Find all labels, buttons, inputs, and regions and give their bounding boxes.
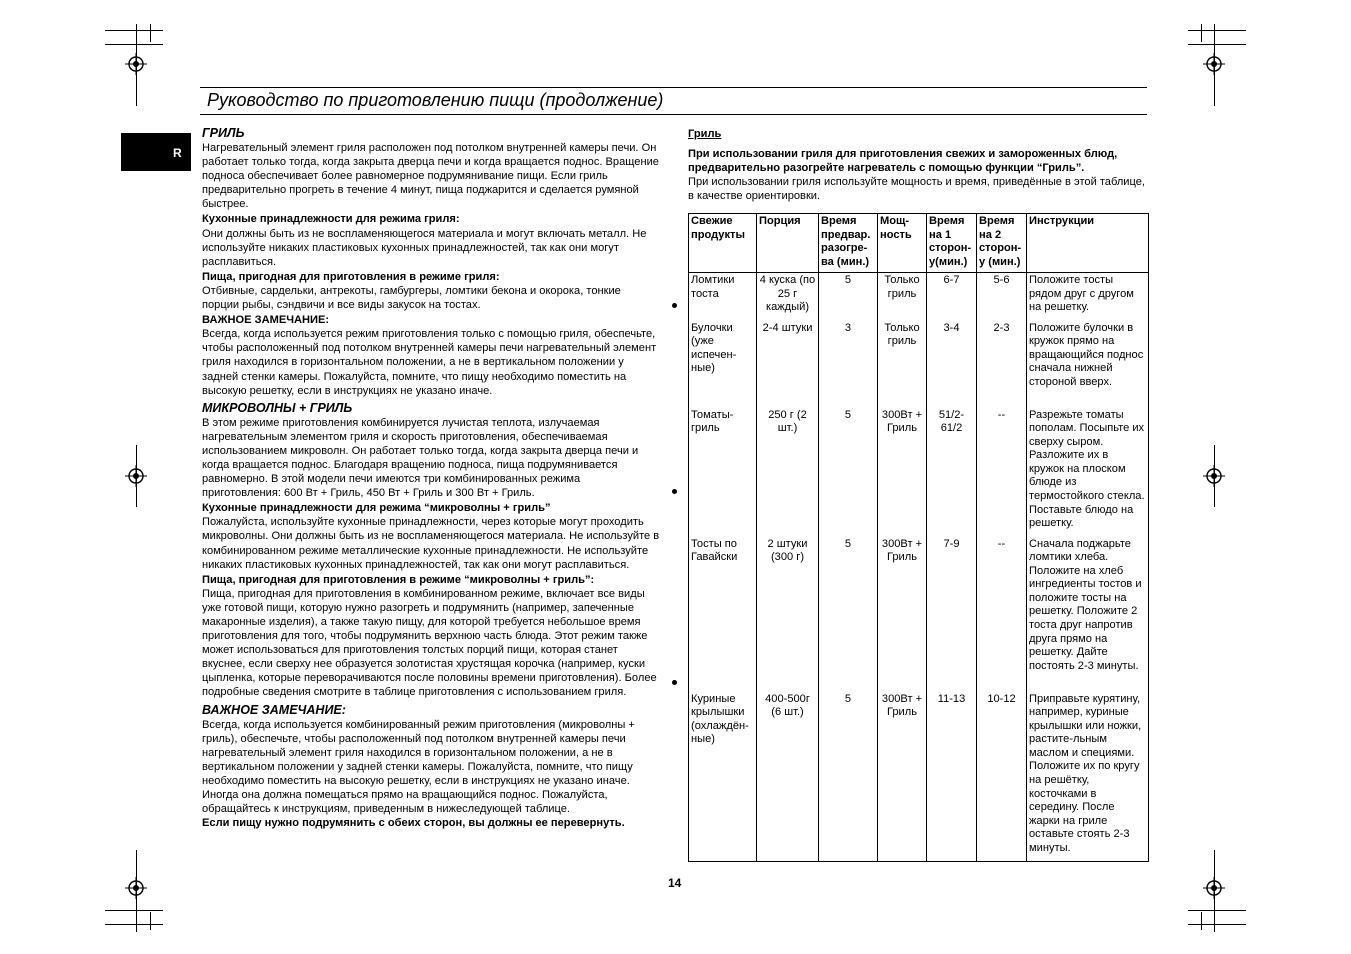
cell-instructions: Положите тосты рядом друг с другом на решетку. bbox=[1027, 273, 1149, 321]
section-heading-microwave-grill: МИКРОВОЛНЫ + ГРИЛЬ bbox=[202, 400, 353, 415]
subheading: Пища, пригодная для приготовления в режиме “микроволны + гриль”: bbox=[202, 573, 595, 586]
paragraph: Нагревательный элемент гриля расположен под потолком внутренней камеры печи. Он работает только тогда, когда закрыта дверца печи и когда вращается поднос. Вращение подноса обеспечивает более равномерное подрумянивание пищи. Если гриль предварительно прогреть в течение 4 минут, пища поджарится и сделается румяной быстрее. bbox=[202, 142, 659, 211]
crop-mark bbox=[105, 924, 163, 925]
right-column bbox=[688, 127, 1148, 203]
cell-portion: 2-4 штуки bbox=[757, 321, 819, 408]
subheading: Кухонные принадлежности для режима гриля: bbox=[202, 213, 460, 226]
paragraph: Пища, пригодная для приготовления в комбинированном режиме, включает все виды уже готовой пищи, которую нужно разогреть и подрумянить (например, запеченные макаронные изделия), а также такую пищу, для которой требуется небольшое время приготовления для того, чтобы подрумянить верхнюю часть блюда. Этот режим также может использоваться для приготовления толстых порций пищи, которая станет вкуснее, если сверху нее образуется золотистая хрустящая корочка (например, куски цыпленка, которые переворачиваются после половины времени приготовления). Более подробные сведения смотрите в таблице приготовления с использованием гриля. bbox=[202, 587, 657, 699]
cell-power: 300Вт + Гриль bbox=[878, 692, 927, 862]
column-header: Время предвар. разогре-ва (мин.) bbox=[819, 214, 878, 273]
crop-mark bbox=[1201, 24, 1202, 42]
intro: При использовании гриля используйте мощность и время, приведённые в этой таблице, в качестве ориентировки. bbox=[688, 176, 1145, 202]
subheading: Кухонные принадлежности для режима “микроволны + гриль” bbox=[202, 502, 551, 515]
crop-mark bbox=[105, 44, 163, 45]
cell-power: 300Вт + Гриль bbox=[878, 537, 927, 692]
page-title: Руководство по приготовлению пищи (продолжение) bbox=[207, 90, 664, 110]
cell-preheat: 5 bbox=[819, 692, 878, 862]
section-heading-important: ВАЖНОЕ ЗАМЕЧАНИЕ: bbox=[202, 702, 346, 717]
column-header: Инструкции bbox=[1027, 214, 1149, 273]
title-rule-bottom bbox=[200, 114, 1147, 115]
registration-mark-icon bbox=[125, 465, 147, 487]
cell-portion: 2 штуки (300 г) bbox=[757, 537, 819, 692]
cell-preheat: 5 bbox=[819, 537, 878, 692]
cell-preheat: 5 bbox=[819, 408, 878, 537]
crop-mark bbox=[1188, 44, 1246, 45]
binding-dot-icon bbox=[672, 303, 677, 308]
cell-side2: -- bbox=[977, 537, 1027, 692]
cell-portion: 250 г (2 шт.) bbox=[757, 408, 819, 537]
right-heading: Гриль bbox=[688, 128, 722, 140]
paragraph: В этом режиме приготовления комбинируется лучистая теплота, излучаемая нагревательным элементом гриля и скорость приготовления, обеспечиваемая использованием микроволн. Он работает только тогда, когда закрыта дверца печи и когда вращается поднос. Благодаря вращению подноса, пища подрумянивается равномерно. В этой модели печи имеются три комбинированных режима приготовления: 600 Вт + Гриль, 450 Вт + Гриль и 300 Вт + Гриль. bbox=[202, 416, 639, 500]
cell-instructions: Сначала поджарьте ломтики хлеба. Положите на хлеб ингредиенты тостов и положите тосты на решетку. Положите 2 тоста друг напротив друга прямо на решетку. Дайте постоять 2-3 минуты. bbox=[1027, 537, 1149, 692]
cell-instructions: Приправьте курятину, например, куриные крылышки или ножки, растите-льным маслом и специями. Положите их по кругу на решётку, косточками в середину. После жарки на гриле оставьте стоять 2-3 минуты. bbox=[1027, 692, 1149, 862]
cell-product: Ломтики тоста bbox=[689, 273, 757, 321]
cell-product: Куриные крылышки (охлаждён-ные) bbox=[689, 692, 757, 862]
crop-mark bbox=[1201, 912, 1202, 930]
cell-side2: 2-3 bbox=[977, 321, 1027, 408]
crop-mark bbox=[105, 30, 163, 31]
table-row bbox=[689, 321, 1149, 408]
column-header: Время на 1 сторон-у(мин.) bbox=[927, 214, 977, 273]
cell-instructions: Положите булочки в кружок прямо на вращающийся поднос сначала нижней стороной вверх. bbox=[1027, 321, 1149, 408]
section-heading-grill: ГРИЛЬ bbox=[202, 126, 245, 140]
cell-power: 300Вт + Гриль bbox=[878, 408, 927, 537]
column-header: Порция bbox=[757, 214, 819, 273]
grill-table bbox=[688, 213, 1149, 862]
cell-portion: 4 куска (по 25 г каждый) bbox=[757, 273, 819, 321]
paragraph: Отбивные, сардельки, антрекоты, гамбургеры, ломтики бекона и окорока, тонкие порции рыбы, сэндвичи и все виды закусок на тостах. bbox=[202, 284, 621, 312]
crop-mark bbox=[1188, 924, 1246, 925]
column-header: Время на 2 сторон-у (мин.) bbox=[977, 214, 1027, 273]
bold-intro: При использовании гриля для приготовления свежих и замороженных блюд, предварительно разогрейте нагреватель с помощью функции “Гриль”. bbox=[688, 148, 1118, 174]
column-header: Свежие продукты bbox=[689, 214, 757, 273]
table-row bbox=[689, 408, 1149, 537]
table-row bbox=[689, 692, 1149, 862]
page-number: 14 bbox=[668, 876, 682, 890]
crop-mark bbox=[150, 912, 151, 930]
cell-side1: 6-7 bbox=[927, 273, 977, 321]
table-row bbox=[689, 537, 1149, 692]
registration-mark-icon bbox=[1203, 53, 1225, 75]
registration-mark-icon bbox=[125, 877, 147, 899]
table-header-row bbox=[689, 214, 1149, 273]
cell-instructions: Разрежьте томаты пополам. Посыпьте их сверху сыром. Разложите их в кружок на плоском блюде из термостойкого стекла. Поставьте блюдо на решетку. bbox=[1027, 408, 1149, 537]
cell-product: Тосты по Гавайски bbox=[689, 537, 757, 692]
cell-product: Томаты-гриль bbox=[689, 408, 757, 537]
table-row bbox=[689, 273, 1149, 321]
cell-side2: 10-12 bbox=[977, 692, 1027, 862]
crop-mark bbox=[1188, 30, 1246, 31]
cell-preheat: 5 bbox=[819, 273, 878, 321]
cell-side2: 5-6 bbox=[977, 273, 1027, 321]
title-rule-top bbox=[200, 87, 1147, 88]
cell-product: Булочки (уже испечен-ные) bbox=[689, 321, 757, 408]
subheading: ВАЖНОЕ ЗАМЕЧАНИЕ: bbox=[202, 314, 330, 327]
language-tab-label: R bbox=[173, 146, 182, 160]
cell-side1: 7-9 bbox=[927, 537, 977, 692]
crop-mark bbox=[1188, 910, 1246, 911]
subheading: Пища, пригодная для приготовления в режиме гриля: bbox=[202, 270, 500, 283]
binding-dot-icon bbox=[672, 680, 677, 685]
cell-side1: 51/2-61/2 bbox=[927, 408, 977, 537]
registration-mark-icon bbox=[1203, 877, 1225, 899]
cell-preheat: 3 bbox=[819, 321, 878, 408]
language-tab bbox=[121, 133, 191, 171]
binding-dot-icon bbox=[672, 489, 677, 494]
paragraph: Они должны быть из не воспламеняющегося материала и могут включать металл. Не используйте никаких пластиковых кухонных принадлежностей, так как они могут расплавиться. bbox=[202, 227, 647, 268]
paragraph: Всегда, когда используется комбинированный режим приготовления (микроволны + гриль), обеспечьте, чтобы расположенный под потолком внутренней камеры печи нагревательный элемент гриля находился в горизонтальном положении, а не в вертикальном положении у задней стенки камеры. Пожалуйста, помните, что пищу необходимо поместить на высокую решетку, если в инструкциях не указано иначе. Иногда она должна помещаться прямо на вращающийся поднос. Пожалуйста, обращайтесь к инструкциям, приведенным в нижеследующей таблице. bbox=[202, 718, 635, 816]
registration-mark-icon bbox=[1203, 465, 1225, 487]
cell-side2: -- bbox=[977, 408, 1027, 537]
registration-mark-icon bbox=[125, 53, 147, 75]
paragraph: Всегда, когда используется режим приготовления только с помощью гриля, обеспечьте, чтобы расположенный под потолком внутренней камеры печи нагревательный элемент гриля находился в горизонтальном положении, а не в вертикальном положении у задней стенки камеры. Пожалуйста, помните, что пищу необходимо поместить на высокую решетку, если в инструкциях не указано иначе. bbox=[202, 328, 657, 397]
cell-portion: 400-500г (6 шт.) bbox=[757, 692, 819, 862]
cell-side1: 3-4 bbox=[927, 321, 977, 408]
cell-power: Только гриль bbox=[878, 321, 927, 408]
paragraph: Пожалуйста, используйте кухонные принадлежности, через которые могут проходить микроволны. Они должны быть из не воспламеняющегося материала. Не используйте в комбинированном режиме металлические кухонные принадлежности. Не используйте никаких пластиковых кухонных принадлежностей, так как они могут расплавиться. bbox=[202, 516, 660, 571]
cell-side1: 11-13 bbox=[927, 692, 977, 862]
crop-mark bbox=[150, 24, 151, 42]
left-column bbox=[202, 125, 660, 830]
column-header: Мощ-ность bbox=[878, 214, 927, 273]
cell-power: Только гриль bbox=[878, 273, 927, 321]
bold-note: Если пищу нужно подрумянить с обеих сторон, вы должны ее перевернуть. bbox=[202, 817, 625, 830]
crop-mark bbox=[105, 910, 163, 911]
